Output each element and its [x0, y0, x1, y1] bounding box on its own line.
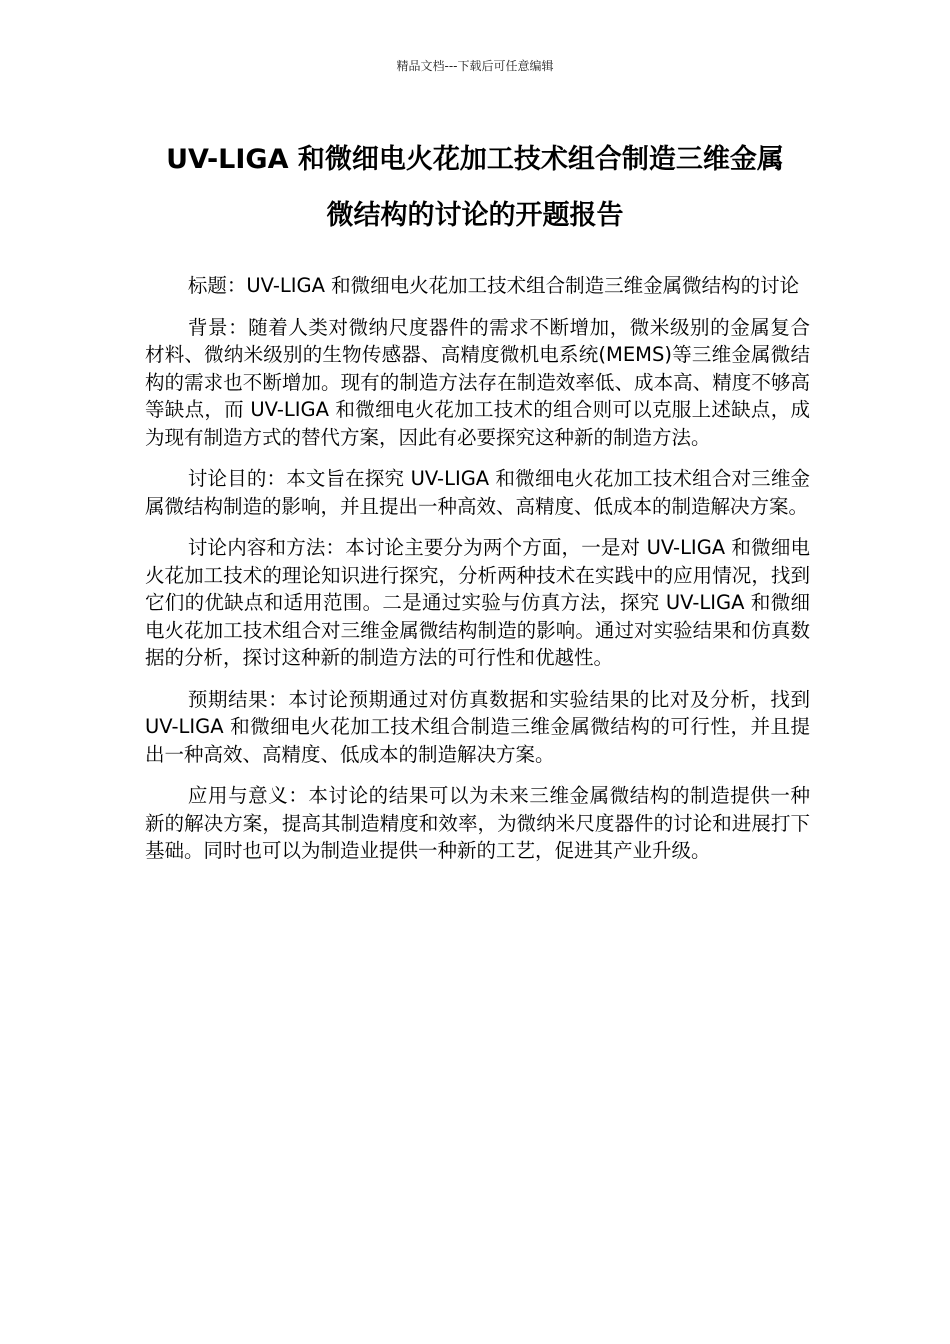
paragraph-background: 背景：随着人类对微纳尺度器件的需求不断增加，微米级别的金属复合材料、微纳米级别的生物传感器、高精度微机电系统(MEMS)等三维金属微结构的需求也不断增加。现有的制造方法存在制造效率低、成本高、精度不够高等缺点，而 UV-LIGA 和微细电火花加工技术的组合则可以克服上述缺点，成为现有制造方式的替代方案，因此有必要探究这种新的制造方法。 [145, 315, 810, 449]
paragraph-title: 标题：UV-LIGA 和微细电火花加工技术组合制造三维金属微结构的讨论 [187, 274, 800, 297]
header-note: 精品文档---下载后可任意编辑 [396, 59, 554, 73]
title-line-1: UV-LIGA 和微细电火花加工技术组合制造三维金属 [166, 144, 784, 175]
document-title [130, 132, 820, 244]
paragraph-purpose: 讨论目的：本文旨在探究 UV-LIGA 和微细电火花加工技术组合对三维金属微结构制造的影响，并且提出一种高效、高精度、低成本的制造解决方案。 [145, 467, 810, 518]
title-line-2: 微结构的讨论的开题报告 [326, 200, 624, 231]
paragraph-expected-results: 预期结果：本讨论预期通过对仿真数据和实验结果的比对及分析，找到 UV-LIGA 和微细电火花加工技术组合制造三维金属微结构的可行性，并且提出一种高效、高精度、低成本的制造解决方案。 [145, 687, 810, 766]
paragraph-content-methods: 讨论内容和方法：本讨论主要分为两个方面，一是对 UV-LIGA 和微细电火花加工技术的理论知识进行探究，分析两种技术在实践中的应用情况，找到它们的优缺点和适用范围。二是通过实验与仿真方法，探究 UV-LIGA 和微细电火花加工技术组合对三维金属微结构制造的影响。通过对实验结果和仿真数据的分析，探讨这种新的制造方法的可行性和优越性。 [145, 536, 810, 669]
paragraph-application-significance: 应用与意义：本讨论的结果可以为未来三维金属微结构的制造提供一种新的解决方案，提高其制造精度和效率，为微纳米尺度器件的讨论和进展打下基础。同时也可以为制造业提供一种新的工艺，促进其产业升级。 [145, 784, 810, 862]
document-body [145, 272, 810, 879]
